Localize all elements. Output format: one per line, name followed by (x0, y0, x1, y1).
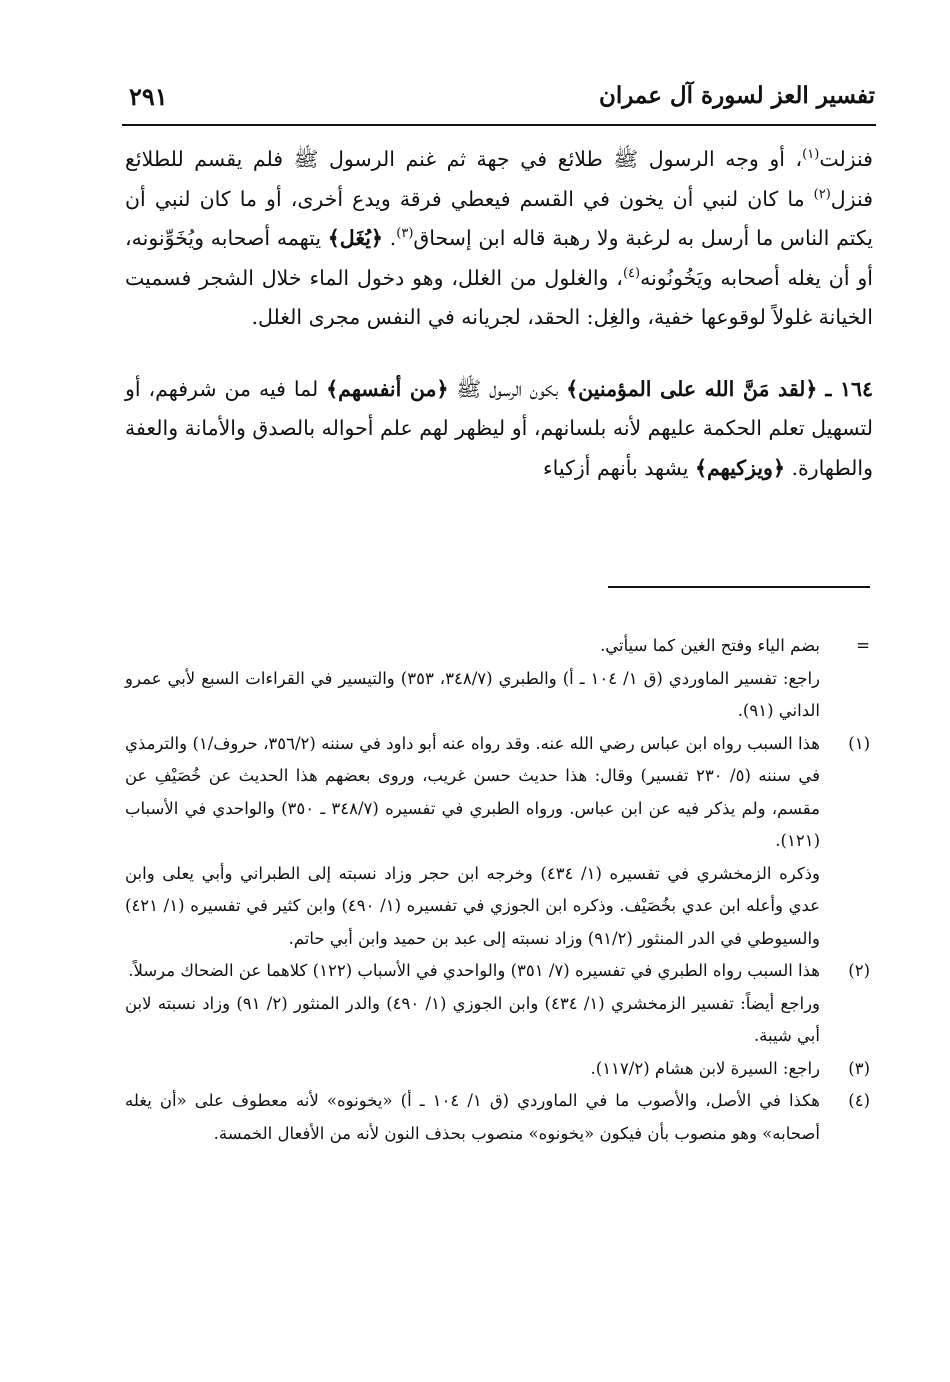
footnote-paragraph: هذا السبب رواه الطبري في تفسيره (٧/ ٣٥١) والواحدي في الأسباب (١٢٢) كلاهما عن الضحاك مرسلاً. (128, 961, 820, 980)
footnote-marker: = (856, 636, 870, 655)
footnote-ref-2: (٢) (813, 186, 831, 202)
footnote-2 (125, 955, 870, 1053)
quran-quote: ﴿يُغَل﴾ (327, 226, 383, 250)
verse-number: ١٦٤ ـ (825, 376, 873, 401)
paragraph-2 (125, 370, 873, 489)
footnote-continued (125, 630, 870, 728)
footnotes (125, 630, 870, 1150)
footnote-marker: (٤) (848, 1091, 870, 1110)
footnote-4 (125, 1085, 870, 1150)
text-run: ، أو وجه الرسول ﷺ طلائع في جهة ثم غنم الرسول ﷺ فلم يقسم للطلائع فنزل (125, 147, 873, 211)
footnote-ref-3: (٣) (396, 226, 414, 242)
footnote-3 (125, 1053, 870, 1086)
main-text (125, 140, 873, 488)
footnote-marker: (٣) (848, 1058, 870, 1078)
text-run: . (389, 226, 397, 250)
page-header (125, 82, 875, 120)
page-number: ٢٩١ (129, 82, 168, 111)
text-run: لما فيه من شرفهم، أو لتسهيل تعلم الحكمة عليهم لأنه بلسانهم، أو ليظهر لهم علم أحواله بالصدق والأمانة والعفة والطهارة. (125, 376, 873, 480)
footnote-paragraph: هكذا في الأصل، والأصوب ما في الماوردي (ق ١/ ١٠٤ ـ أ) «يخونوه» لأنه معطوف على «أن يغله أصحابه» وهو منصوب بأن فيكون «يخونوه» منصوب بحذف النون لأنه من الأفعال الخمسة. (125, 1091, 820, 1143)
footnote-1 (125, 728, 870, 956)
footnote-paragraph: هذا السبب رواه ابن عباس رضي الله عنه. وقد رواه عنه أبو داود في سننه (٣٥٦/٢، حروف/١) والترمذي في سننه (٥/ ٢٣٠ تفسير) وقال: هذا حديث حسن غريب، وروى بعضهم هذا الحديث عن خُصَيْفِ عن مقسم، ولم يذكر فيه عن ابن عباس. ورواه الطبري في تفسيره (٣٤٨/٧ ـ ٣٥٠) والواحدي في الأسباب (١٢١). (125, 733, 820, 850)
quran-quote: ﴿من أنفسهم﴾ (326, 376, 449, 401)
text-run: بكون الرسول ﷺ (448, 376, 567, 401)
footnote-marker: (٢) (848, 961, 870, 980)
footnote-paragraph: وذكره الزمخشري في تفسيره (١/ ٤٣٤) وخرجه ابن حجر وزاد نسبته إلى الطبراني وأبي يعلى وابن عدي وأعله ابن عدي بخُصَيْف. وذكره ابن الجوزي في تفسيره (١/ ٤٩٠) وابن كثير في تفسيره (١/ ٤٢١) والسيوطي في الدر المنثور (٩١/٢) وزاد نسبته إلى عبد بن حميد وابن أبي حاتم. (125, 863, 820, 948)
text-run: ما كان لنبي أن يخون في القسم فيعطي فرقة ويدع أخرى، أو ما كان لنبي أن يكتم الناس ما أرسل به لرغبة ولا رهبة قاله ابن إسحاق (125, 186, 873, 250)
text-run: يشهد بأنهم أزكياء (543, 455, 695, 480)
text-run: ، والغلول من الغلل، وهو دخول الماء خلال الشجر فسميت الخيانة غلولاً لوقوعها خفية، والغِل: الحقد، لجريانه في النفس مجرى الغلل. (125, 265, 873, 329)
header-rule (122, 124, 876, 126)
text-run: فنزلت (819, 147, 873, 171)
footnote-ref-1: (١) (802, 147, 820, 163)
footnote-paragraph: راجع: السيرة لابن هشام (١١٧/٢). (590, 1058, 820, 1078)
text-run: يتهمه أصحابه ويُخَوِّنونه، أو أن يغله أصحابه ويَخُونُونه (125, 226, 873, 290)
running-title: تفسير العز لسورة آل عمران (598, 82, 875, 109)
footnote-ref-4: (٤) (622, 265, 641, 281)
footnote-paragraph: بضم الياء وفتح الغين كما سيأتي. (600, 636, 820, 655)
footnote-separator (608, 586, 870, 588)
quran-quote: ﴿لقد مَنَّ الله على المؤمنين﴾ (566, 376, 818, 401)
footnote-marker: (١) (848, 733, 870, 753)
quran-quote: ﴿ويزكيهم﴾ (694, 455, 785, 480)
footnote-paragraph: وراجع أيضاً: تفسير الزمخشري (١/ ٤٣٤) وابن الجوزي (١/ ٤٩٠) والدر المنثور (٢/ ٩١) وزاد نسبته لابن أبي شيبة. (125, 993, 821, 1045)
footnote-paragraph: راجع: تفسير الماوردي (ق ١/ ١٠٤ ـ أ) والطبري (٣٤٨/٧، ٣٥٣) والتيسير في القراءات السبع لأبي عمرو الداني (٩١). (125, 668, 821, 720)
paragraph-1 (125, 140, 873, 338)
